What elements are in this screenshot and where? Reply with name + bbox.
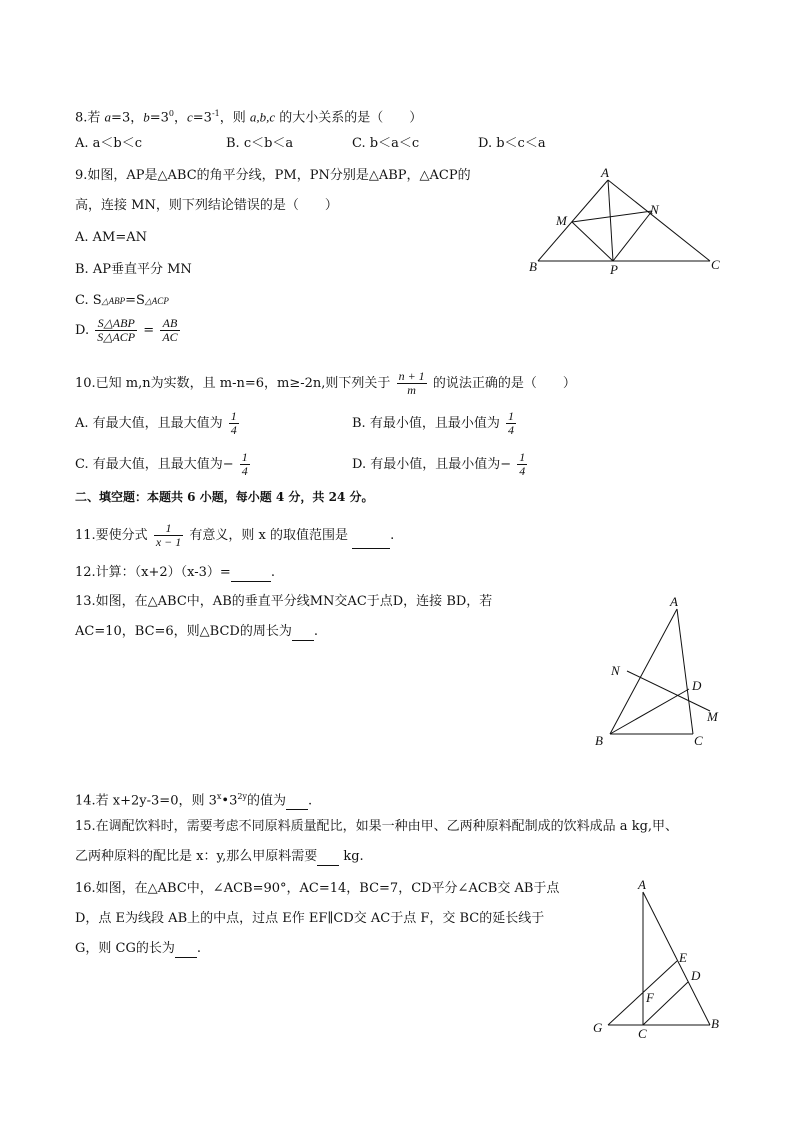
- q13-label-a: A: [670, 594, 678, 609]
- q8-option-a: A. a＜b＜c: [75, 136, 143, 151]
- q15-answer-blank: [317, 865, 339, 866]
- q16-label-d: D: [691, 968, 701, 983]
- q8-option-b: B. c＜b＜a: [226, 136, 294, 151]
- q9-option-d: D. $\frac{\text{S△ABP}}{\text{S△ACP}}$ = $\frac{AB}{AC}$: [75, 316, 178, 344]
- q16-label-e: E: [679, 950, 687, 965]
- q13-label-m: M: [707, 709, 718, 724]
- section-2-heading: 二、填空题：本题共 6 小题，每小题 4 分，共 24 分。: [75, 490, 374, 504]
- q10-option-b: B. 有最小值，且最小值为 $\frac{1}{4}$: [352, 409, 514, 437]
- q14: 14.若 x+2y-3=0，则 $3^x•3^{2y}$的值为 .: [75, 792, 313, 809]
- q11: 11.要使分式 $\frac{1}{x - 1}$ 有意义，则 x 的取值范围是 .: [75, 521, 395, 549]
- q16-stem-line2: D，点 E为线段 AB上的中点，过点 E作 EF∥CD交 AC于点 F，交 BC的延长线于: [75, 911, 545, 926]
- q15-stem-line1: 15.在调配饮料时，需要考虑不同原料质量配比，如果一种由甲、乙两种原料配制成的饮料成品 a kg,甲、: [75, 819, 679, 834]
- q9-label-p: P: [610, 262, 618, 277]
- q10-option-d: D. 有最小值，且最小值为− $\frac{1}{4}$: [352, 450, 526, 478]
- q11-answer-blank: [352, 548, 390, 549]
- q13-label-d: D: [692, 678, 702, 693]
- q9-stem-line1: 9.如图，AP是△ABC的角平分线，PM，PN分别是△ABP，△ACP的: [75, 168, 471, 183]
- q10-stem: 10.已知 m,n为实数，且 m-n=6，m≥-2n,则下列关于 $\frac{n + 1}{m}$ 的说法正确的是（ ）: [75, 369, 576, 397]
- q9-figure: [525, 165, 725, 280]
- q9-option-c: C. S△ABP=S△ACP: [75, 293, 169, 308]
- q13-stem-line1: 13.如图，在△ABC中，AB的垂直平分线MN交AC于点D，连接 BD，若: [75, 594, 493, 609]
- q16-label-b: B: [711, 1016, 719, 1031]
- q9-label-b: B: [529, 259, 537, 274]
- q16-label-a: A: [638, 877, 646, 892]
- q13-label-c: C: [694, 733, 703, 748]
- q8-option-c: C. b＜a＜c: [352, 136, 420, 151]
- q9-label-n: N: [650, 202, 659, 217]
- q10-option-c: C. 有最大值，且最大值为− $\frac{1}{4}$: [75, 450, 248, 478]
- q8-stem: 8.若 a=3，$b=3^0$，$c=3^{-1}$，则 a,b,c 的大小关系的是（ ）: [75, 109, 423, 126]
- q16-stem-line3: G，则 CG的长为 .: [75, 941, 201, 956]
- q12: 12.计算：（x+2）（x-3）= .: [75, 565, 275, 580]
- q9-label-c: C: [711, 257, 720, 272]
- q16-stem-line1: 16.如图，在△ABC中，∠ACB=90°，AC=14，BC=7，CD平分∠ACB交 AB于点: [75, 881, 560, 896]
- q9-option-a: A. AM=AN: [75, 230, 148, 245]
- q12-answer-blank: [231, 581, 271, 582]
- q16-figure: [588, 875, 728, 1045]
- q13-figure: [590, 592, 730, 752]
- q9-stem-line2: 高，连接 MN，则下列结论错误的是（ ）: [75, 198, 338, 213]
- q13-label-n: N: [611, 663, 620, 678]
- q9-option-b: B. AP垂直平分 MN: [75, 262, 192, 277]
- q13-label-b: B: [595, 733, 603, 748]
- q14-answer-blank: [286, 809, 308, 810]
- q8-option-d: D. b＜c＜a: [478, 136, 546, 151]
- q10-option-a: A. 有最大值，且最大值为 $\frac{1}{4}$: [75, 409, 237, 437]
- q16-label-c: C: [638, 1026, 647, 1041]
- q16-label-g: G: [593, 1020, 603, 1035]
- q9-label-m: M: [556, 213, 567, 228]
- q16-answer-blank: [175, 957, 197, 958]
- q9-label-a: A: [601, 165, 609, 180]
- q13-answer-blank: [292, 640, 314, 641]
- q13-stem-line2: AC=10，BC=6，则△BCD的周长为 .: [75, 624, 318, 639]
- q15-stem-line2: 乙两种原料的配比是 x：y,那么甲原料需要 kg.: [75, 849, 364, 864]
- q16-label-f: F: [646, 990, 654, 1005]
